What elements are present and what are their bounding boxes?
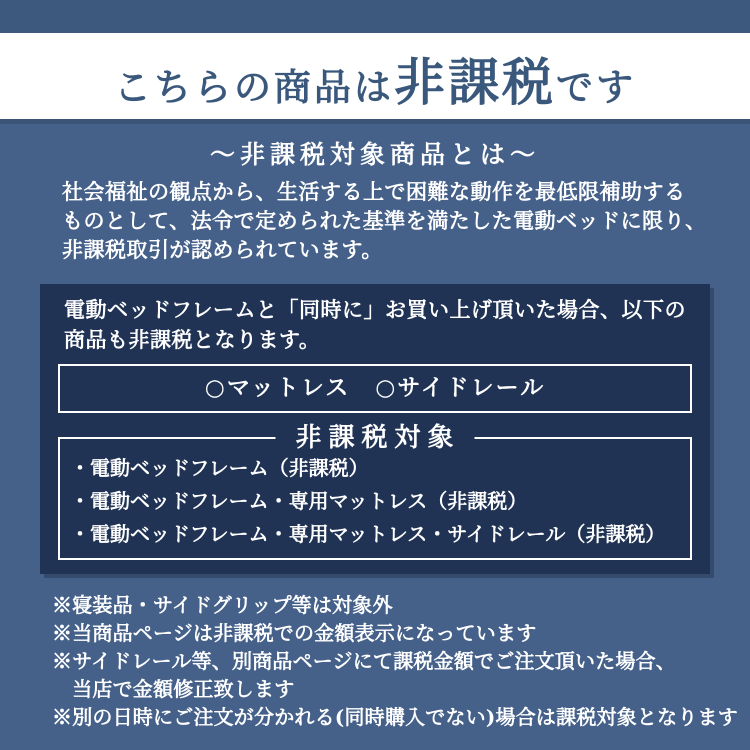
panel-intro-paragraph <box>58 295 692 355</box>
target-box-legend: 非課税対象 <box>275 422 474 454</box>
options-box <box>58 364 692 413</box>
intro-paragraph-line: ものとして、法令で定められた基準を満たした電動ベッドに限り、 <box>62 208 707 233</box>
note-item: ※寝装品・サイドグリップ等は対象外 <box>52 593 393 617</box>
top-accent-bar <box>0 0 750 33</box>
note-item: ※別の日時にご注文が分かれる(同時購入でない)場合は課税対象となります <box>52 705 738 729</box>
title-emphasis: 非課税 <box>393 52 557 113</box>
section-heading: 〜非課税対象商品とは〜 <box>209 140 540 169</box>
intro-paragraph <box>0 177 750 264</box>
page-title <box>114 41 636 115</box>
panel-intro-line: 電動ベッドフレームと「同時に」お買い上げ頂いた場合、以下の <box>64 297 687 322</box>
tax-exempt-target-box <box>58 423 692 560</box>
note-item: ※当商品ページは非課税での金額表示になっています <box>52 621 537 645</box>
intro-paragraph-line: 社会福祉の観点から、生活する上で困難な動作を最低限補助する <box>62 179 686 204</box>
panel-intro-line: 商品も非課税となります。 <box>64 327 321 352</box>
tax-exempt-panel <box>40 284 710 574</box>
options-text: ○マットレス ○サイドレール <box>204 374 546 401</box>
note-item: 当店で金額修正致します <box>52 677 295 701</box>
content-area <box>0 119 750 731</box>
target-item-list <box>70 452 680 551</box>
title-prefix: こちらの商品は <box>113 64 394 109</box>
target-item: ・電動ベッドフレーム・専用マットレス（非課税） <box>70 489 528 513</box>
target-item: ・電動ベッドフレーム・専用マットレス・サイドレール（非課税） <box>70 522 666 546</box>
title-suffix: です <box>556 64 637 109</box>
intro-paragraph-line: 非課税取引が認められています。 <box>62 237 383 262</box>
note-item: ※サイドレール等、別商品ページにて課税金額でご注文頂いた場合、 <box>52 649 676 673</box>
target-item: ・電動ベッドフレーム（非課税） <box>70 456 369 480</box>
title-banner <box>0 33 750 119</box>
notes-list <box>52 591 738 731</box>
